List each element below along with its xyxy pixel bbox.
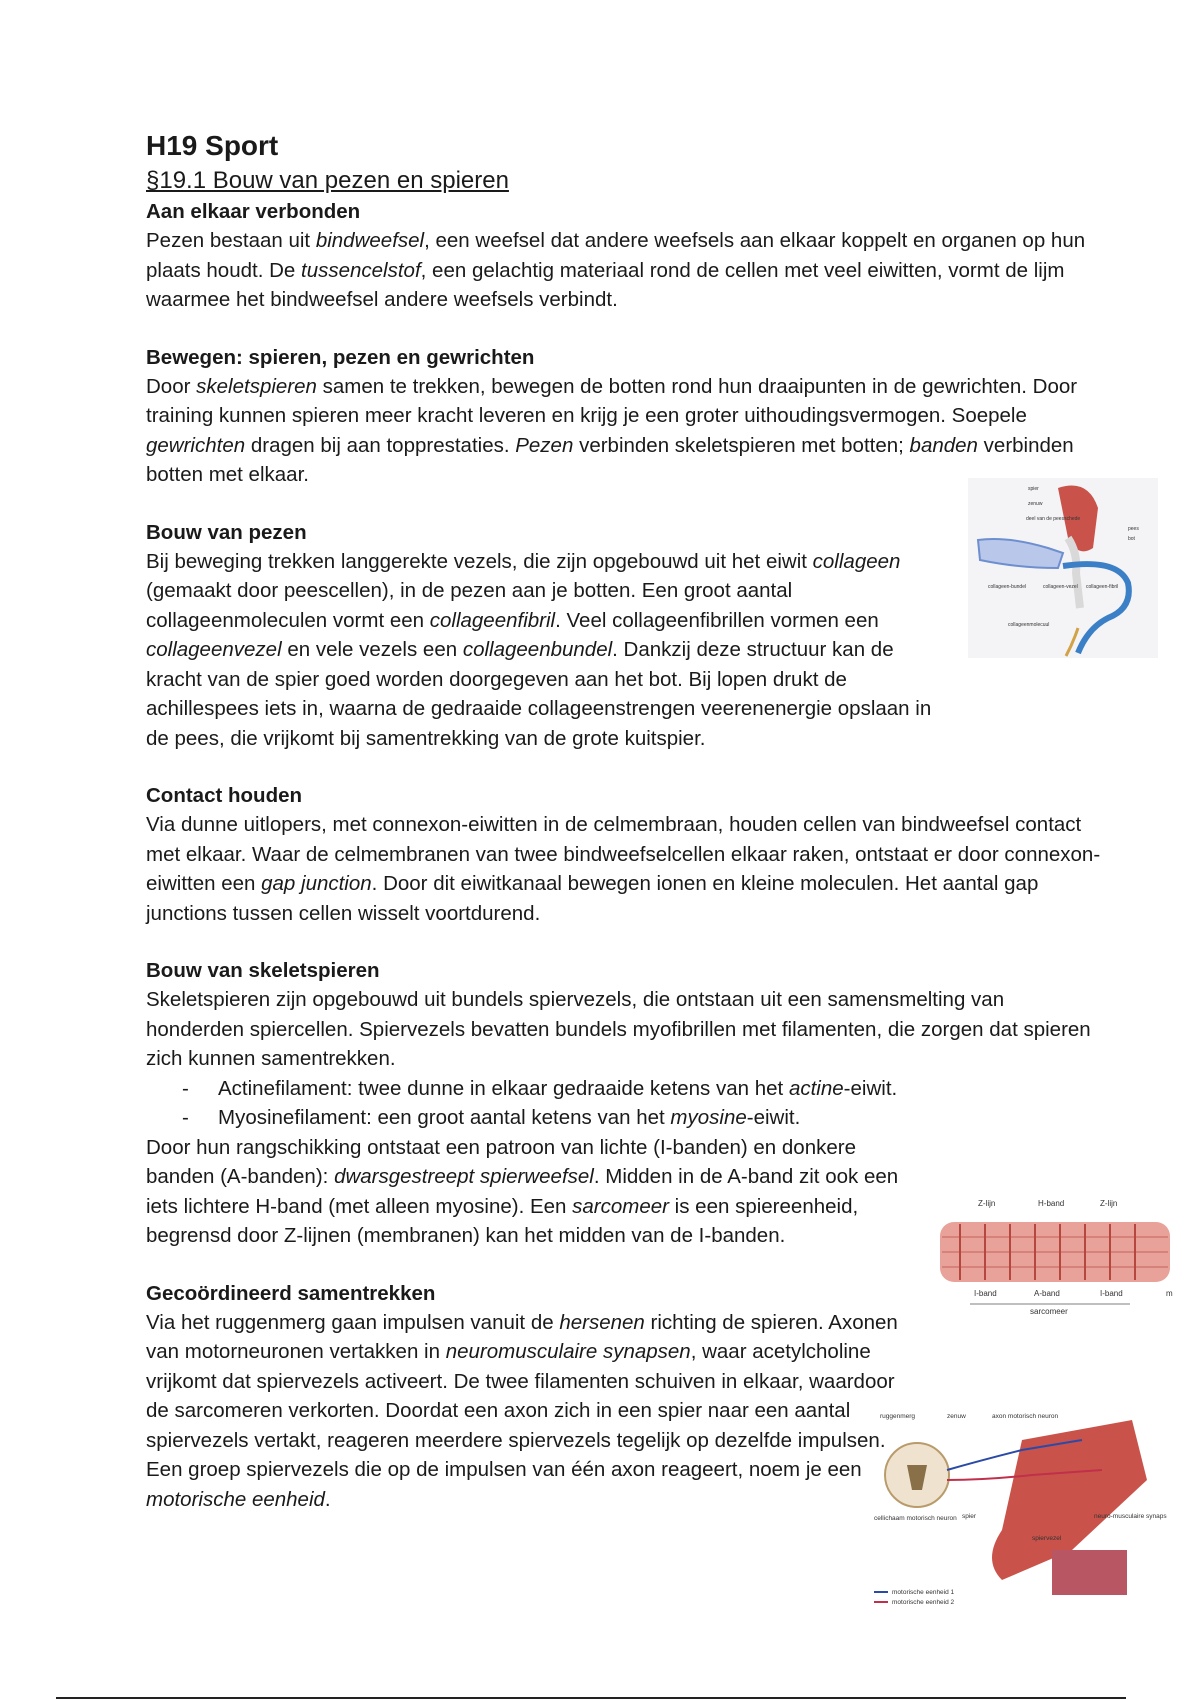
label-a-band: A-band xyxy=(1034,1289,1060,1298)
section-title: §19.1 Bouw van pezen en spieren xyxy=(146,167,509,194)
label-cellichaam: cellichaam motorisch neuron xyxy=(874,1515,957,1522)
chapter-title: H19 Sport xyxy=(146,130,279,161)
label-i-band-left: I-band xyxy=(974,1289,997,1298)
section-bewegen xyxy=(146,344,1106,490)
heading-bewegen: Bewegen: spieren, pezen en gewrichten xyxy=(146,345,535,369)
paragraph-bewegen: Door skeletspieren samen te trekken, bewegen de botten rond hun draaipunten in de gewrichten. Door training kunnen spieren meer kracht leveren en krijg je een groter uithoudingsvermogen. Soepele gewrichten dragen bij aan topprestaties. Pezen verbinden skeletspieren met botten; banden verbinden botten met elkaar. xyxy=(146,374,1078,486)
label-z-lijn-left: Z-lijn xyxy=(978,1199,996,1208)
paragraph-samentrekken: Via het ruggenmerg gaan impulsen vanuit de hersenen richting de spieren. Axonen van motorneuronen vertakken in neuromusculaire synapsen, waar acetylcholine vrijkomt dat spiervezels activeert. De twee filamenten schuiven in elkaar, waardoor de sarcomeren verkorten. Doordat een axon zich in een spier naar een aantal spiervezels vertakt, reageren meerdere spiervezels tegelijk op dezelfde impulsen. Een groep spiervezels die op de impulsen van één axon reageert, noem je een motorische eenheid. xyxy=(146,1310,898,1511)
heading-skelet: Bouw van skeletspieren xyxy=(146,959,380,982)
sarcomere-figure xyxy=(930,1192,1180,1322)
paragraph-skelet-1: Skeletspieren zijn opgebouwd uit bundels spiervezels, die ontstaan uit een samensmelting van honderden spiercellen. Spiervezels bevatten bundels myofibrillen met filamenten, die zorgen dat spieren zich kunnen samentrekken. xyxy=(146,988,1091,1070)
term-bindweefsel: bindweefsel xyxy=(315,229,425,252)
label-z-lijn-right: Z-lijn xyxy=(1100,1199,1118,1208)
label-collageenfibril: collageen-fibril xyxy=(1086,584,1119,590)
tendon-structure-figure xyxy=(968,478,1158,658)
label-spier: spier xyxy=(1028,486,1039,492)
filament-list xyxy=(146,1074,1106,1133)
paragraph-skelet-2: Door hun rangschikking ontstaat een patroon van lichte (I-banden) en donkere banden (A-banden): dwarsgestreept spierweefsel. Midden in de A-band zit ook een iets lichtere H-band (met alleen myosine). Een sarcomeer is een spiereenheid, begrensd door Z-lijnen (membranen) kan het midden van de I-banden. xyxy=(146,1135,899,1247)
label-collageenvezel: collageen-vezel xyxy=(1043,584,1078,590)
motor-unit-figure xyxy=(872,1410,1167,1610)
synapse-photo xyxy=(1052,1550,1127,1595)
paragraph-pezen: Bij beweging trekken langgerekte vezels, die zijn opgebouwd uit het eiwit collageen (gemaakt door peescellen), in de pezen aan je botten. Een groot aantal collageenmoleculen vormt een collageenfibril. Veel collageenfibrillen vormen een collageenvezel en vele vezels een collageenbundel. Dankzij deze structuur kan de kracht van de spier goed worden doorgegeven aan het bot. Bij lopen drukt de achillespees iets in, waarna de gedraaide collageenstrengen veerenenergie opslaan in de pees, die vrijkomt bij samentrekking van de grote kuitspier. xyxy=(146,549,932,750)
paragraph-contact: Via dunne uitlopers, met connexon-eiwitten in de celmembraan, houden cellen van bindweefsel contact met elkaar. Waar de celmembranen van twee bindweefselcellen elkaar raken, ontstaat er door connexon-eiwitten een gap junction. Door dit eiwitkanaal bewegen ionen en kleine moleculen. Het aantal gap junctions tussen cellen wisselt voortdurend. xyxy=(146,813,1101,925)
label-spiervezel: spiervezel xyxy=(1032,1535,1062,1542)
heading-samentrekken: Gecoördineerd samentrekken xyxy=(146,1281,436,1305)
label-synaps: neuro-musculaire synaps xyxy=(1094,1513,1167,1520)
label-zenuw: zenuw xyxy=(947,1413,966,1420)
label-zenuw: zenuw xyxy=(1028,501,1043,507)
label-sarcomeer: sarcomeer xyxy=(1030,1307,1068,1316)
label-axon: axon motorisch neuron xyxy=(992,1413,1059,1420)
section-contact xyxy=(146,782,1106,928)
heading-contact: Contact houden xyxy=(146,784,303,807)
section-verbonden xyxy=(146,198,1106,315)
legend-unit-2: motorische eenheid 2 xyxy=(892,1599,955,1606)
label-bot: bot xyxy=(1128,536,1135,542)
label-i-band-right: I-band xyxy=(1100,1289,1123,1298)
list-item: - Actinefilament: twee dunne in elkaar gedraaide ketens van het actine-eiwit. xyxy=(182,1074,1106,1104)
term-tussencelstof: tussencelstof xyxy=(301,258,421,282)
bottom-divider xyxy=(56,1697,1126,1699)
section-pezen xyxy=(146,519,1106,754)
heading-verbonden: Aan elkaar verbonden xyxy=(146,200,361,223)
paragraph-verbonden: Pezen bestaan uit bindweefsel, een weefsel dat andere weefsels aan elkaar koppelt en organen op hun plaats houdt. De tussencelstof, een gelachtig materiaal rond de cellen met veel eiwitten, vormt de lijm waarmee het bindweefsel andere weefsels verbindt. xyxy=(146,229,1086,311)
label-collageenbundel: collageen-bundel xyxy=(988,584,1027,590)
label-collageenmolecuul: collageenmolecuul xyxy=(1008,622,1050,628)
label-m: m xyxy=(1166,1289,1173,1298)
label-spier: spier xyxy=(962,1513,977,1520)
label-pees: pees xyxy=(1128,526,1139,532)
label-peesschede: deel van de peesschede xyxy=(1026,516,1081,522)
list-item: - Myosinefilament: een groot aantal ketens van het myosine-eiwit. xyxy=(182,1103,1106,1133)
legend-unit-1: motorische eenheid 1 xyxy=(892,1589,955,1596)
heading-pezen: Bouw van pezen xyxy=(146,520,307,544)
label-ruggenmerg: ruggenmerg xyxy=(880,1413,916,1420)
label-h-band: H-band xyxy=(1038,1199,1065,1208)
